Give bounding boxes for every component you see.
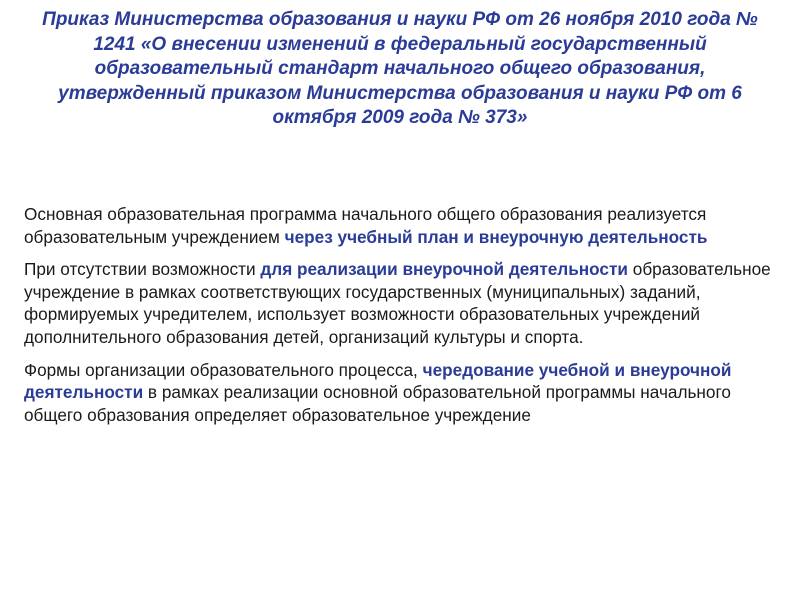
paragraph-extracurricular-text-end: образовательное учреждение в рамках соответствующих государственных (муниципальных) заданий, формируемых учредителем, использует возможности образовательных учреждений дополнительного образования детей, организаций культуры и спорта. [24,259,771,347]
paragraph-extracurricular-text: При отсутствии возможности [24,259,261,280]
slide-title: Приказ Министерства образования и науки РФ от 26 ноября 2010 года № 1241 «О внесении изменений в федеральный государственный образовательный стандарт начального общего образования, утвержденный приказом Министерства образования и науки РФ от 6 октября 2009 года № 373» [42,9,758,128]
paragraph-extracurricular [24,258,784,348]
slide-body [24,203,784,436]
paragraph-program-text: Основная образовательная программа начального общего образования реализуется образовательным учреждением [24,204,707,247]
paragraph-forms-highlight: чередование учебной и внеурочной деятельности [24,359,732,403]
paragraph-forms [24,359,784,427]
paragraph-forms-text-end: в рамках реализации основной образовательной программы начального общего образования определяет образовательное учреждение [24,382,731,425]
paragraph-program-highlight: через учебный план и внеурочную деятельность [284,226,708,247]
paragraph-extracurricular-highlight: для реализации внеурочной деятельности [260,259,628,280]
paragraph-program [24,203,784,248]
paragraph-forms-text: Формы организации образовательного процесса, [24,359,423,380]
